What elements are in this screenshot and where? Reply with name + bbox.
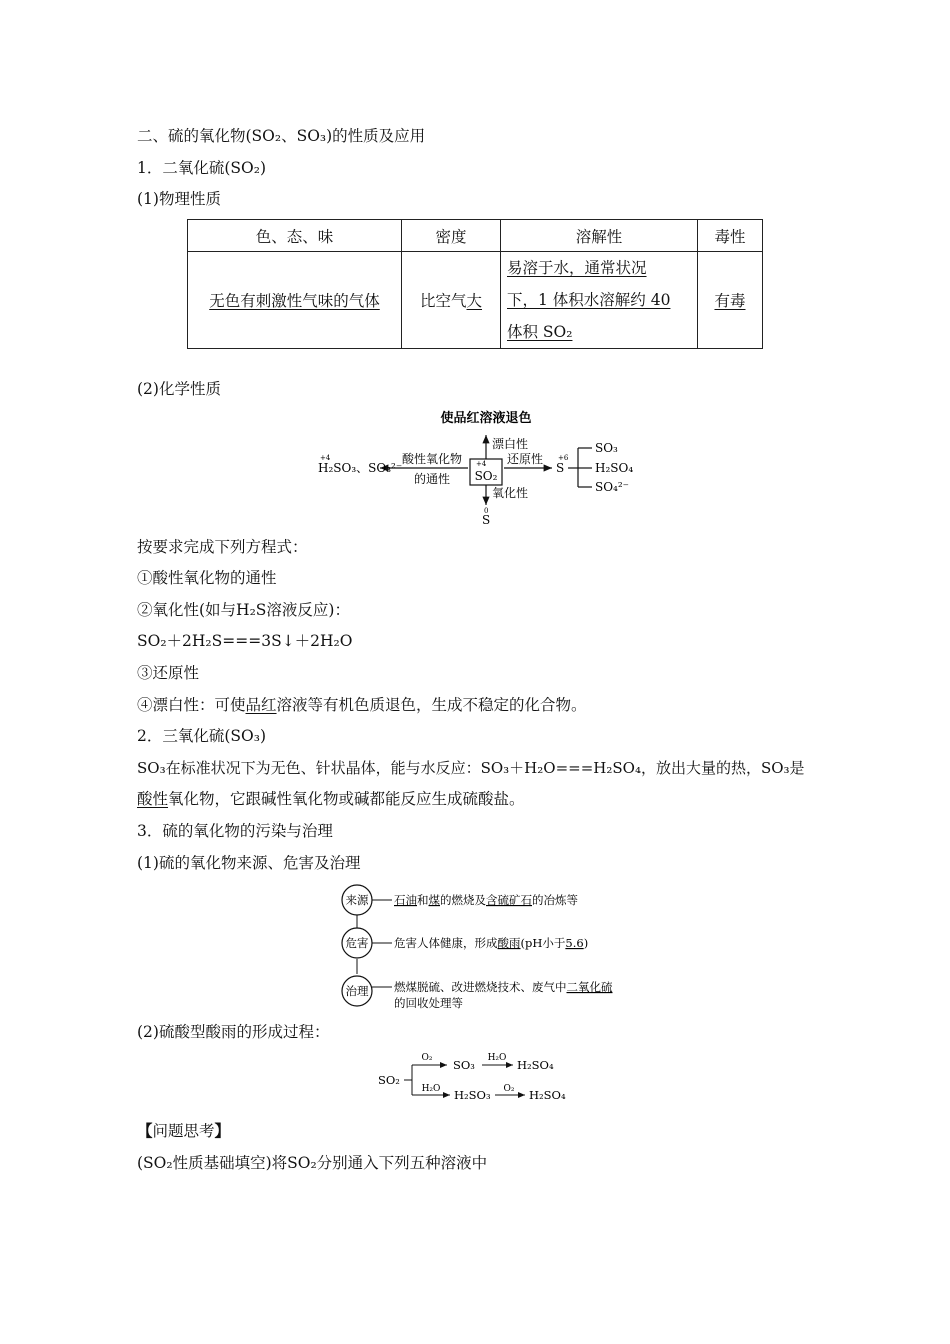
upper-h2so4: H₂SO₄ (517, 1058, 554, 1072)
reagent-o2-upper: O₂ (421, 1053, 433, 1063)
cell-solubility (501, 252, 698, 349)
answer-toxicity: 有毒 (714, 292, 746, 310)
table-row (188, 252, 763, 349)
lower-h2so4: H₂SO₄ (529, 1088, 566, 1102)
treatment-text-2: 的回收处理等 (394, 996, 463, 1010)
pollution-sources-title: (1)硫的氧化物来源、危害及治理 (137, 854, 361, 872)
solubility-line-2: 下，1 体积水溶解约 40 (507, 291, 671, 309)
solubility-line-1: 易溶于水，通常状况 (507, 259, 647, 277)
physical-properties-table (187, 219, 763, 349)
answer-gas: 无色有刺激性气味的气体 (209, 292, 380, 310)
acid-oxide-label-2: 的通性 (413, 472, 451, 486)
item-bleaching (137, 695, 587, 715)
product-so3: SO₃ (595, 441, 618, 455)
table-header-row (188, 220, 763, 252)
item-oxidizing: ②氧化性(如与H₂S溶液反应)： (137, 601, 350, 619)
so3-line-2-rest: 氧化物，它跟碱性氧化物或碱都能反应生成硫酸盐。 (168, 790, 525, 808)
right-s: S (556, 461, 565, 475)
cell-toxicity (698, 252, 763, 349)
cell-density (402, 252, 501, 349)
treatment-label: 治理 (345, 984, 369, 998)
reagent-h2o-upper: H₂O (487, 1053, 507, 1063)
upper-so3: SO₃ (453, 1058, 475, 1072)
header-density: 密度 (402, 220, 501, 252)
left-bracket-icon: 【 (137, 1122, 153, 1140)
treatment-text-1: 燃煤脱硫、改进燃烧技术、废气中二氧化硫 (394, 980, 613, 994)
subheading-so2: 1．二氧化硫(SO₂) (137, 159, 266, 177)
chemical-properties-title: (2)化学性质 (137, 380, 221, 398)
product-h2so4: H₂SO₄ (595, 461, 634, 475)
question-label: 问题思考 (152, 1122, 215, 1140)
header-toxicity: 毒性 (698, 220, 763, 252)
item-reducing: ③还原性 (137, 664, 200, 682)
item-acid-oxide: ①酸性氧化物的通性 (137, 569, 277, 587)
left-ox-state: +4 (320, 454, 331, 462)
so3-paragraph-line-1: SO₃在标准状况下为无色、针状晶体，能与水反应：SO₃＋H₂O===H₂SO₄，放出大量的热，SO₃是 (137, 759, 805, 777)
source-label: 来源 (345, 893, 369, 907)
bleach-text-c: 溶液等有机色质退色，生成不稳定的化合物。 (276, 696, 587, 714)
start-so2: SO₂ (378, 1073, 400, 1087)
left-products: H₂SO₃、SO₃²⁻ (318, 461, 403, 475)
right-ox-state: +6 (558, 454, 569, 462)
subheading-so3: 2．三氧化硫(SO₃) (137, 727, 266, 745)
reducing-label: 还原性 (506, 452, 544, 466)
density-prefix: 比空气 (419, 292, 467, 310)
bleach-label: 漂白性 (492, 437, 529, 451)
pollution-diagram (335, 883, 625, 1010)
lower-h2so3: H₂SO₃ (454, 1088, 491, 1102)
header-solubility: 溶解性 (501, 220, 698, 252)
down-ox-state: 0 (484, 507, 489, 515)
answer-acidic: 酸性 (137, 790, 169, 808)
so3-paragraph-line-2 (137, 789, 525, 809)
so2-ox-state: +4 (476, 460, 487, 468)
solubility-line-3: 体积 SO₂ (507, 323, 573, 341)
product-so4: SO₄²⁻ (595, 480, 630, 494)
bleach-result-label: 使品红溶液退色 (440, 411, 532, 426)
acid-rain-diagram (375, 1047, 585, 1105)
subheading-pollution: 3．硫的氧化物的污染与治理 (137, 822, 333, 840)
answer-magenta: 品红 (245, 696, 277, 714)
harm-text: 危害人体健康，形成酸雨(pH小于5.6) (394, 936, 589, 950)
header-color-state-odor: 色、态、味 (188, 220, 402, 252)
equation-so2-h2s: SO₂＋2H₂S===3S↓＋2H₂O (137, 632, 353, 650)
right-bracket-icon: 】 (214, 1122, 231, 1140)
cell-color-state-odor (188, 252, 402, 349)
acid-oxide-label-1: 酸性氧化物 (401, 452, 463, 466)
harm-label: 危害 (345, 936, 369, 950)
oxidizing-label: 氧化性 (492, 486, 529, 500)
so2-chemical-properties-diagram (300, 405, 660, 530)
answer-density: 大 (466, 292, 483, 310)
so2-center: SO₂ (474, 469, 498, 483)
acid-rain-title: (2)硫酸型酸雨的形成过程： (137, 1023, 330, 1041)
section-heading: 二、硫的氧化物(SO₂、SO₃)的性质及应用 (137, 127, 426, 145)
physical-properties-title: (1)物理性质 (137, 190, 221, 208)
question-text: (SO₂性质基础填空)将SO₂分别通入下列五种溶液中 (137, 1154, 488, 1172)
bleach-text-a: ④漂白性：可使 (137, 696, 246, 714)
source-text: 石油和煤的燃烧及含硫矿石的冶炼等 (394, 893, 578, 907)
instructions: 按要求完成下列方程式： (137, 538, 308, 556)
question-header (137, 1121, 230, 1141)
reagent-h2o-lower: H₂O (421, 1084, 441, 1094)
reagent-o2-lower: O₂ (503, 1084, 515, 1094)
down-s: S (482, 513, 491, 527)
